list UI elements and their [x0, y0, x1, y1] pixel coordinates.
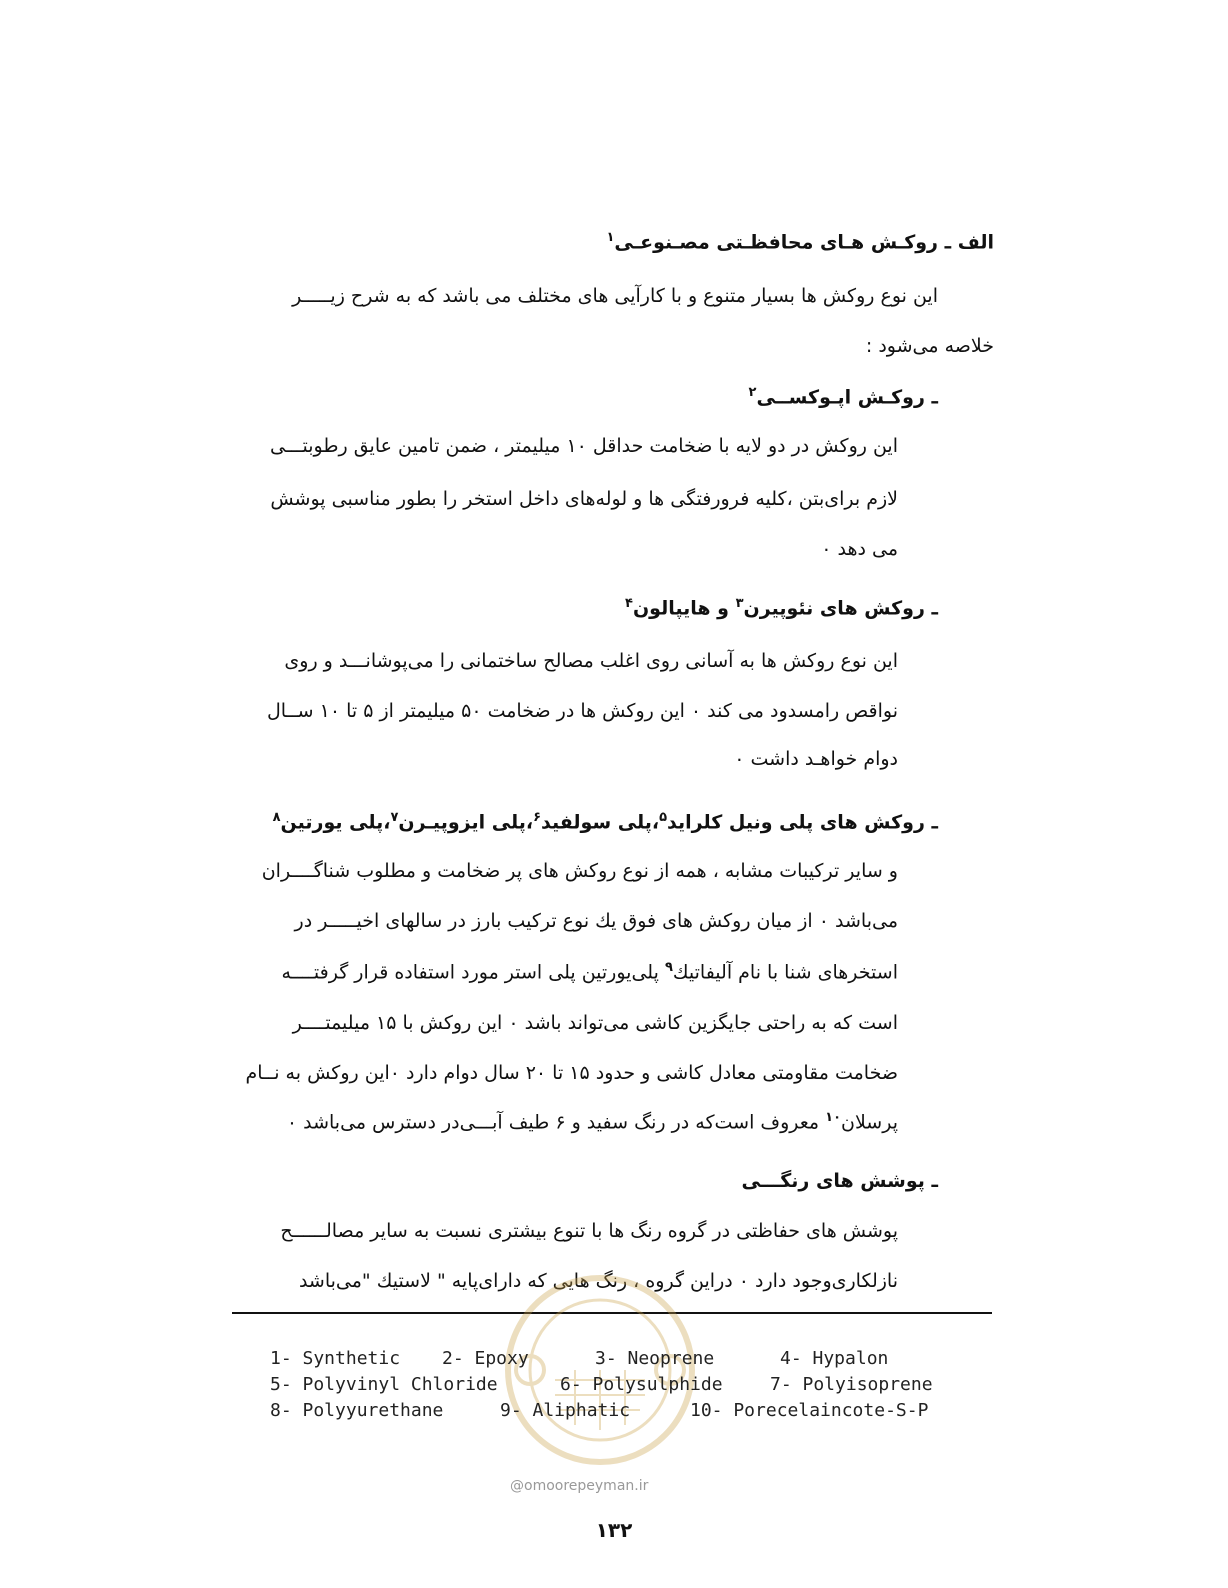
footnote-ref-5: ۵	[659, 810, 668, 825]
polymer-line-6-a: پرسلان	[841, 1111, 898, 1134]
epoxy-line-1: این روکش در دو لایه با ضخامت حداقل ۱۰ میلیمتر ، ضمن تامین عایق رطوبتـــی	[269, 435, 898, 457]
watermark-site: @omoorepeyman.ir	[510, 1478, 649, 1494]
footnote-ref-1: ۱	[606, 230, 615, 245]
polymer-line-6-b: معروف است‌که در رنگ سفید و ۶ طیف آبـــی‌در دسترس می‌باشد ۰	[286, 1111, 820, 1134]
polymer-line-4: است که به راحتی جایگزین کاشی می‌تواند باشد ۰ این روکش با ۱۵ میلیمتــــر	[292, 1012, 898, 1034]
paint-heading: ـ پوشش های رنگـــی	[741, 1170, 938, 1192]
footnote-ref-6: ۶	[533, 810, 541, 825]
footnote-ref-4: ۴	[625, 596, 633, 611]
polymer-line-2: می‌باشد ۰ از میان روکش های فوق یك نوع ترکیب بارز در سالهای اخیـــــر در	[294, 910, 898, 932]
footnote-10: 10- Porecelaincote-S-P	[690, 1400, 929, 1421]
page-number: ۱۳۲	[595, 1518, 633, 1542]
neoprene-line-1: این نوع روکش ها به آسانی روی اغلب مصالح ساختمانی را می‌پوشانـــد و روی	[284, 650, 898, 672]
footnote-9: 9- Aliphatic	[500, 1400, 631, 1421]
footnote-ref-2: ۲	[748, 385, 757, 400]
footnote-row	[270, 1398, 970, 1424]
main-heading	[606, 230, 994, 253]
polymer-heading-part-2: ،پلی سولفید	[541, 811, 660, 834]
polymer-heading-part-4: ،پلی یورتین	[280, 811, 391, 834]
neoprene-heading	[625, 596, 938, 619]
epoxy-heading	[749, 385, 938, 408]
footnote-3: 3- Neoprene	[595, 1348, 715, 1369]
polymer-line-6	[287, 1110, 898, 1133]
footnote-1: 1- Synthetic	[270, 1348, 401, 1369]
neoprene-heading-text-a: ـ روکش های نئوپیرن	[743, 597, 938, 620]
paint-line-2: نازلکاری‌وجود دارد ۰ دراین گروه ، رنگ هایی که دارای‌پایه " لاستیك "می‌باشد	[298, 1270, 898, 1292]
footnote-4: 4- Hypalon	[780, 1348, 889, 1369]
footnote-row	[270, 1372, 970, 1398]
footnote-5: 5- Polyvinyl Chloride	[270, 1374, 498, 1395]
polymer-line-1: و سایر ترکیبات مشابه ، همه از نوع روکش های پر ضخامت و مطلوب شناگــــران	[261, 860, 898, 882]
footnote-row	[270, 1346, 970, 1372]
polymer-heading	[273, 810, 938, 833]
main-heading-text: الف ـ روکـش هـای محافظـتی مصـنوعـی	[614, 231, 994, 254]
footnote-ref-10: ۱۰	[825, 1110, 842, 1125]
polymer-line-5: ضخامت مقاومتی معادل کاشی و حدود ۱۵ تا ۲۰ سال دوام دارد ۰این روکش به نــام	[245, 1062, 898, 1084]
footnote-divider	[232, 1312, 992, 1314]
intro-line-1: این نوع روکش ها بسیار متنوع و با کارآیی های مختلف می باشد که به شرح زیـــــر	[292, 285, 938, 307]
polymer-line-3	[281, 960, 898, 983]
epoxy-line-2: لازم برای‌بتن ،کلیه فرورفتگی ها و لوله‌های داخل استخر را بطور مناسبی پوشش	[270, 488, 898, 510]
neoprene-heading-text-b: و هایپالون	[632, 597, 736, 620]
footnote-ref-7: ۷	[390, 810, 399, 825]
epoxy-heading-text: ـ روکـش اپـوکســی	[756, 386, 938, 409]
footnote-7: 7- Polyisoprene	[770, 1374, 933, 1395]
footnotes	[270, 1346, 970, 1424]
footnote-ref-9: ۹	[664, 960, 673, 975]
footnote-ref-8: ۸	[272, 810, 281, 825]
footnote-ref-3: ۳	[735, 596, 744, 611]
intro-line-2: خلاصه می‌شود :	[865, 335, 994, 357]
neoprene-line-2: نواقص رامسدود می کند ۰ این روکش ها در ضخامت ۵۰ میلیمتر از ۵ تا ۱۰ ســال	[266, 700, 898, 722]
neoprene-line-3: دوام خواهـد داشت ۰	[734, 748, 898, 770]
epoxy-line-3: می دهد ۰	[821, 538, 898, 560]
footnote-8: 8- Polyyurethane	[270, 1400, 444, 1421]
footnote-2: 2- Epoxy	[442, 1348, 529, 1369]
footnote-6: 6- Polysulphide	[560, 1374, 723, 1395]
polymer-heading-part-1: ـ روکش های پلی ونیل کلراید	[667, 811, 938, 834]
paint-line-1: پوشش های حفاظتی در گروه رنگ ها با تنوع بیشتری نسبت به سایر مصالــــــح	[280, 1220, 898, 1242]
polymer-line-3-a: استخرهای شنا با نام آلیفاتیك	[672, 961, 898, 984]
polymer-heading-part-3: ،پلی ایزوپیـرن	[398, 811, 534, 834]
polymer-line-3-b: پلی‌یورتین پلی استر مورد استفاده قرار گرفتــــه	[281, 961, 659, 984]
